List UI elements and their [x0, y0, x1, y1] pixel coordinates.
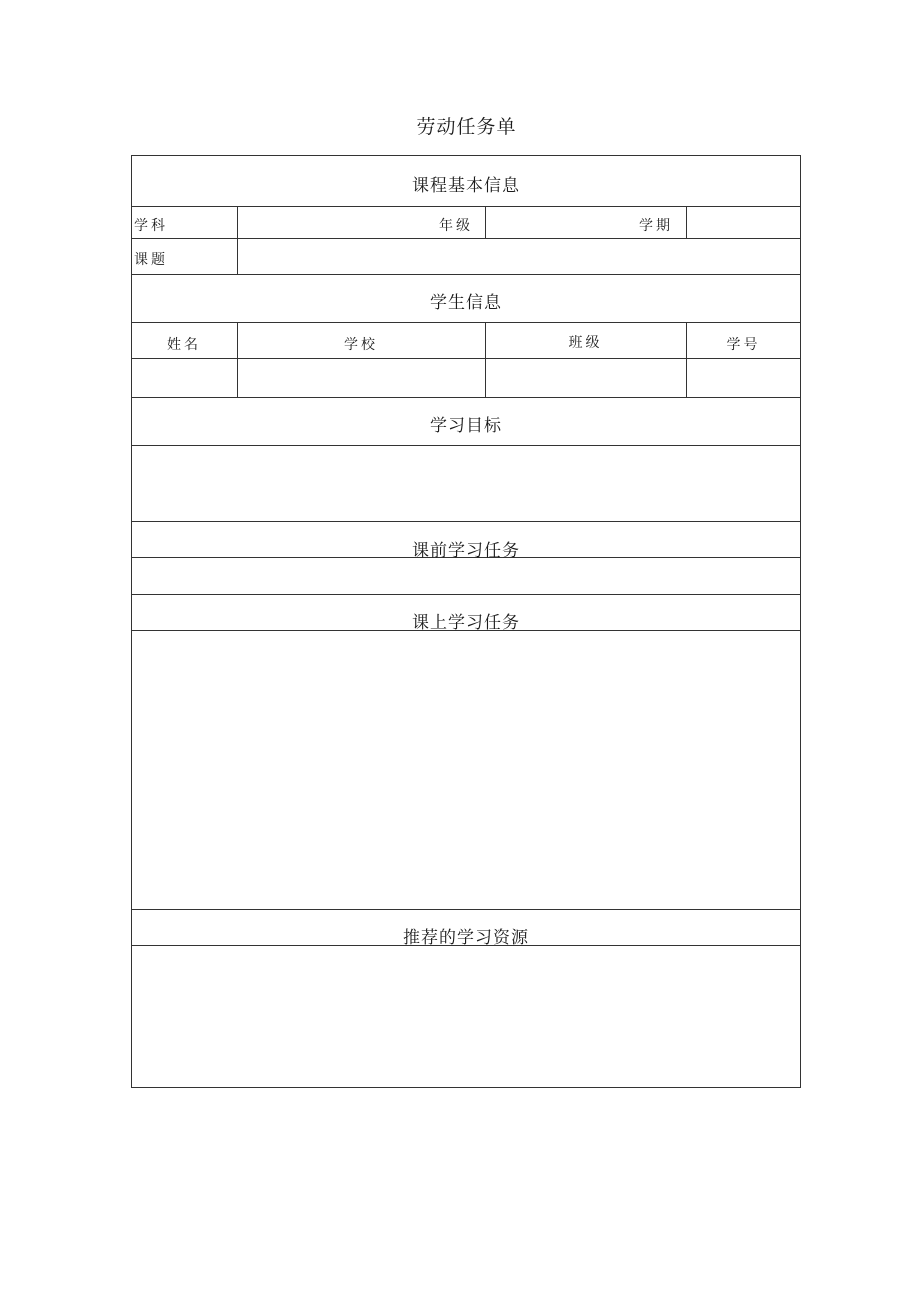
- topic-field[interactable]: [240, 245, 795, 267]
- subject-field[interactable]: [240, 215, 430, 233]
- resources-content-area[interactable]: [134, 948, 798, 1084]
- resources-heading: 推荐的学习资源: [403, 928, 529, 948]
- row-divider: [131, 521, 801, 522]
- in-class-tasks-heading: 课上学习任务: [412, 613, 520, 633]
- student-info-heading: 学生信息: [430, 293, 502, 313]
- subject-label: 学科: [134, 218, 168, 234]
- row-divider: [131, 206, 801, 207]
- student-school-field[interactable]: [240, 362, 482, 394]
- student-name-field[interactable]: [134, 362, 234, 394]
- topic-label: 课题: [134, 252, 168, 268]
- term-label: 学期: [639, 218, 673, 234]
- objectives-content-area[interactable]: [134, 448, 798, 518]
- row-divider: [131, 238, 801, 239]
- student-id-field[interactable]: [689, 362, 798, 394]
- grade-field[interactable]: [488, 215, 628, 233]
- row-divider: [131, 909, 801, 910]
- document-title: 劳动任务单: [416, 116, 517, 138]
- student-id-column-header: 学号: [726, 337, 761, 353]
- row-divider: [131, 358, 801, 359]
- grade-label: 年级: [439, 218, 473, 234]
- in-class-tasks-content-area[interactable]: [134, 633, 798, 906]
- row-divider: [131, 322, 801, 323]
- name-column-header: 姓名: [167, 337, 201, 353]
- row-divider: [131, 445, 801, 446]
- pre-class-tasks-content-area[interactable]: [134, 560, 798, 591]
- school-column-header: 学校: [344, 337, 378, 353]
- class-column-header: 班级: [568, 335, 603, 351]
- column-divider: [237, 206, 238, 274]
- row-divider: [131, 397, 801, 398]
- objectives-heading: 学习目标: [430, 416, 502, 436]
- column-divider: [485, 206, 486, 238]
- course-info-heading: 课程基本信息: [412, 176, 520, 196]
- row-divider: [131, 594, 801, 595]
- student-class-field[interactable]: [488, 362, 683, 394]
- row-divider: [131, 274, 801, 275]
- term-field[interactable]: [690, 215, 795, 233]
- column-divider: [686, 206, 687, 238]
- pre-class-tasks-heading: 课前学习任务: [412, 541, 520, 561]
